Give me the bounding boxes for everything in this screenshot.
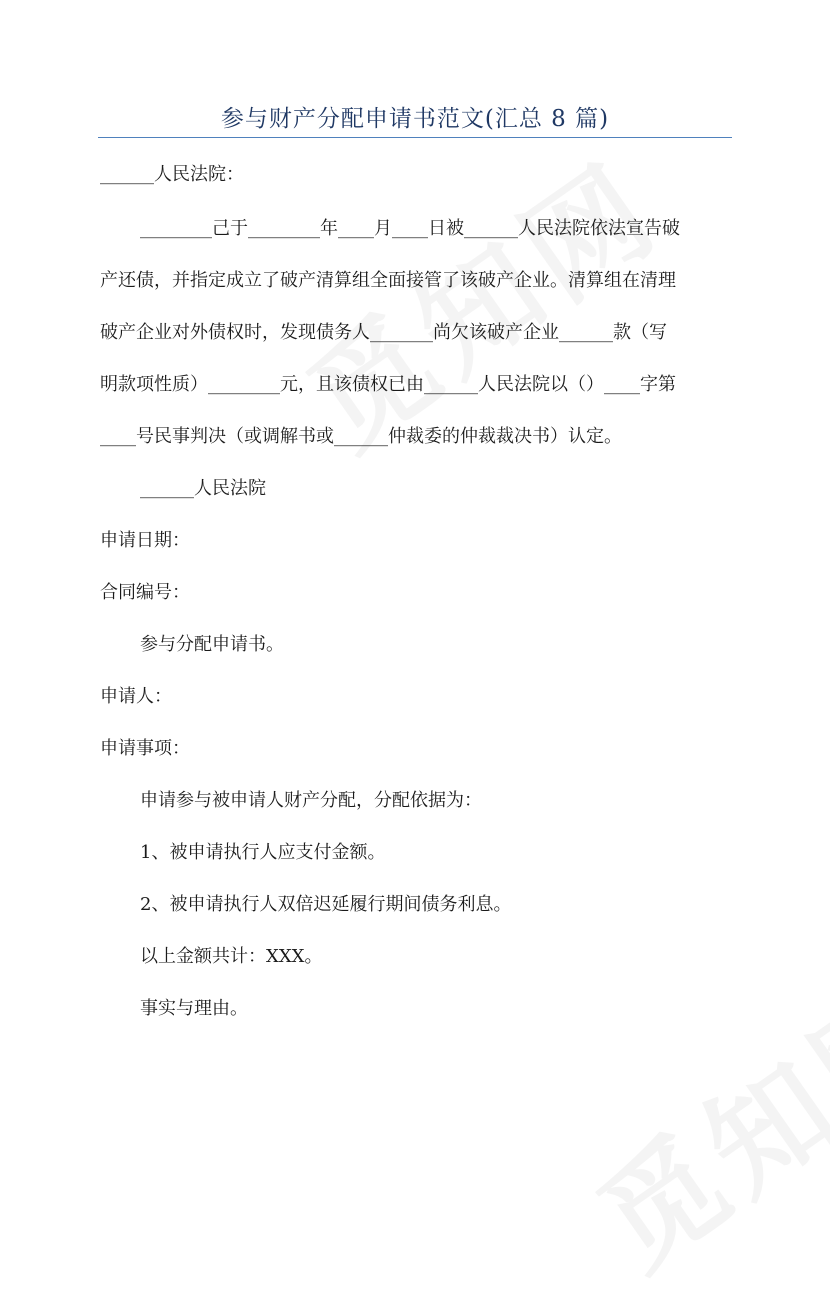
application-date-label: 申请日期：: [100, 530, 190, 551]
court-addressee: ______人民法院：: [100, 164, 244, 185]
matter-item-1: 1、被申请执行人应支付金额。: [140, 842, 386, 863]
matter-intro: 申请参与被申请人财产分配，分配依据为：: [140, 790, 482, 811]
application-matters-label: 申请事项：: [100, 738, 190, 759]
facts-and-reasons: 事实与理由。: [140, 998, 248, 1019]
matter-item-2: 2、被申请执行人双倍迟延履行期间债务利息。: [140, 894, 512, 915]
court-signature: ______人民法院: [140, 478, 266, 499]
paragraph-line-5: ____号民事判决（或调解书或______仲裁委的仲裁裁决书）认定。: [100, 426, 622, 447]
paragraph-line-4: 明款项性质）________元，且该债权已由______人民法院以（）____字第: [100, 374, 676, 395]
paragraph-line-2: 产还债，并指定成立了破产清算组全面接管了该破产企业。清算组在清理: [100, 270, 676, 291]
document-title: 参与财产分配申请书范文(汇总 8 篇): [220, 106, 610, 132]
total-amount: 以上金额共计：XXX。: [140, 946, 323, 967]
paragraph-line-1: ________己于________年____月____日被______人民法院依法宣告破: [140, 218, 680, 239]
contract-number-label: 合同编号：: [100, 582, 190, 603]
title-underline: [98, 137, 732, 138]
applicant-label: 申请人：: [100, 686, 172, 707]
section-heading: 参与分配申请书。: [140, 634, 284, 655]
paragraph-line-3: 破产企业对外债权时，发现债务人_______尚欠该破产企业______款（写: [100, 322, 667, 343]
watermark-bottom: [560, 936, 830, 1301]
